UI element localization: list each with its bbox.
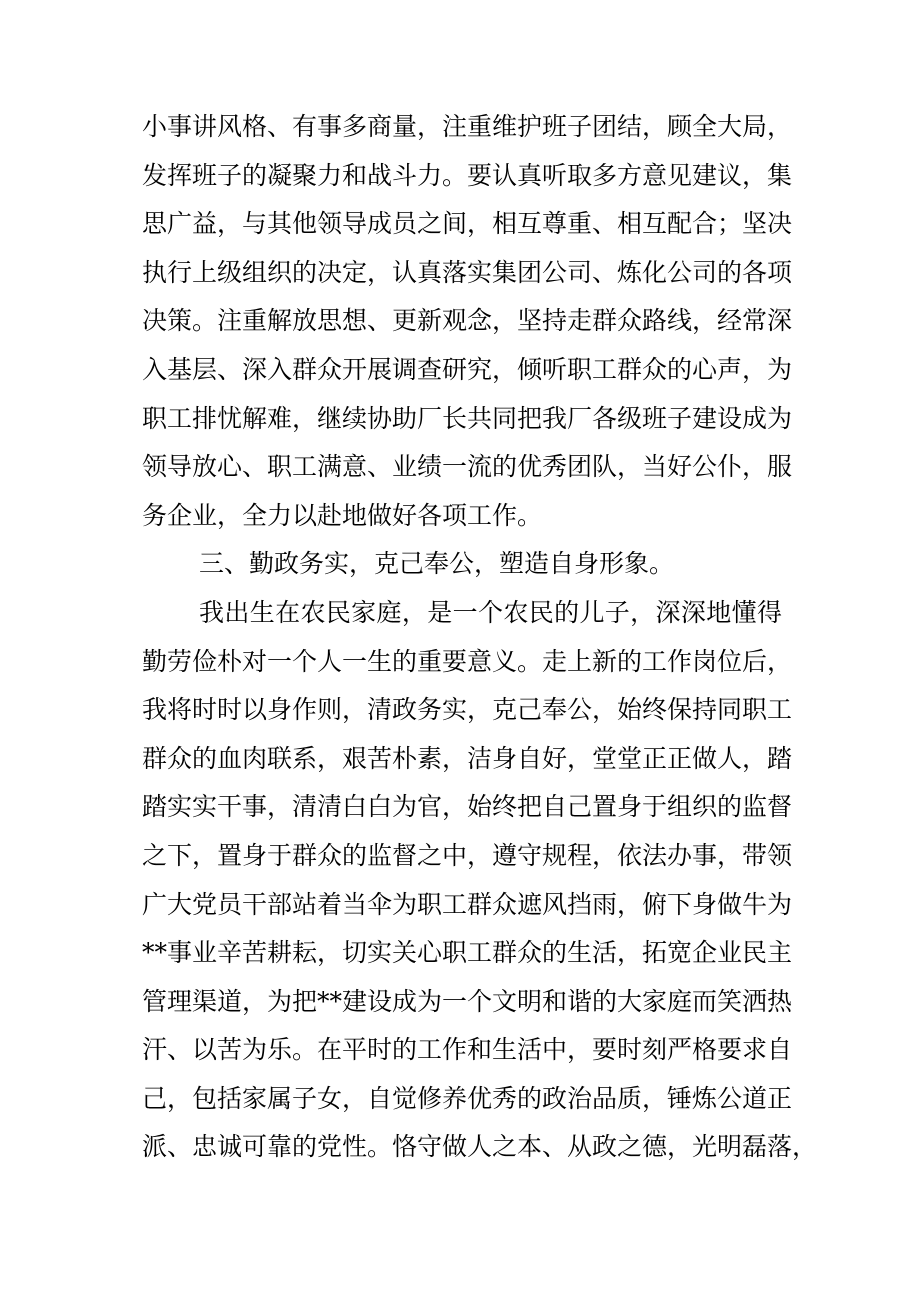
text-line: 汗、以苦为乐。在平时的工作和生活中，要时刻严格要求自 <box>142 1035 793 1065</box>
text-line: 职工排忧解难，继续协助厂长共同把我厂各级班子建设成为 <box>142 403 793 433</box>
text-line: 务企业，全力以赴地做好各项工作。 <box>142 500 543 530</box>
text-line: 入基层、深入群众开展调查研究，倾听职工群众的心声，为 <box>142 354 793 384</box>
text-line: 广大党员干部站着当伞为职工群众遮风挡雨，俯下身做牛为 <box>142 889 793 919</box>
text-line: 勤劳俭朴对一个人一生的重要意义。走上新的工作岗位后， <box>142 646 793 676</box>
text-line: 踏实实干事，清清白白为官，始终把自己置身于组织的监督 <box>142 792 793 822</box>
text-line: 我将时时以身作则，清政务实，克己奉公，始终保持同职工 <box>142 695 793 725</box>
text-line: 思广益，与其他领导成员之间，相互尊重、相互配合；坚决 <box>142 209 793 239</box>
text-line: 己，包括家属子女，自觉修养优秀的政治品质，锤炼公道正 <box>142 1083 793 1113</box>
text-line: 之下，置身于群众的监督之中，遵守规程，依法办事，带领 <box>142 840 793 870</box>
text-line: 派、忠诚可靠的党性。恪守做人之本、从政之德，光明磊落， <box>142 1132 818 1162</box>
text-line: 执行上级组织的决定，认真落实集团公司、炼化公司的各项 <box>142 257 793 287</box>
section-heading: 三、勤政务实，克己奉公，塑造自身形象。 <box>199 549 675 579</box>
text-line: 小事讲风格、有事多商量，注重维护班子团结，顾全大局， <box>142 112 793 141</box>
text-line: 决策。注重解放思想、更新观念，坚持走群众路线，经常深 <box>142 306 793 336</box>
text-line: 我出生在农民家庭，是一个农民的儿子，深深地懂得 <box>199 597 782 627</box>
text-line: 管理渠道，为把**建设成为一个文明和谐的大家庭而笑洒热 <box>142 986 793 1016</box>
text-line: 群众的血肉联系，艰苦朴素，洁身自好，堂堂正正做人，踏 <box>142 743 793 773</box>
text-line: **事业辛苦耕耘，切实关心职工群众的生活，拓宽企业民主 <box>142 938 793 968</box>
text-line: 发挥班子的凝聚力和战斗力。要认真听取多方意见建议，集 <box>142 160 793 190</box>
body-text <box>142 103 818 1172</box>
text-line: 领导放心、职工满意、业绩一流的优秀团队，当好公仆，服 <box>142 452 793 482</box>
